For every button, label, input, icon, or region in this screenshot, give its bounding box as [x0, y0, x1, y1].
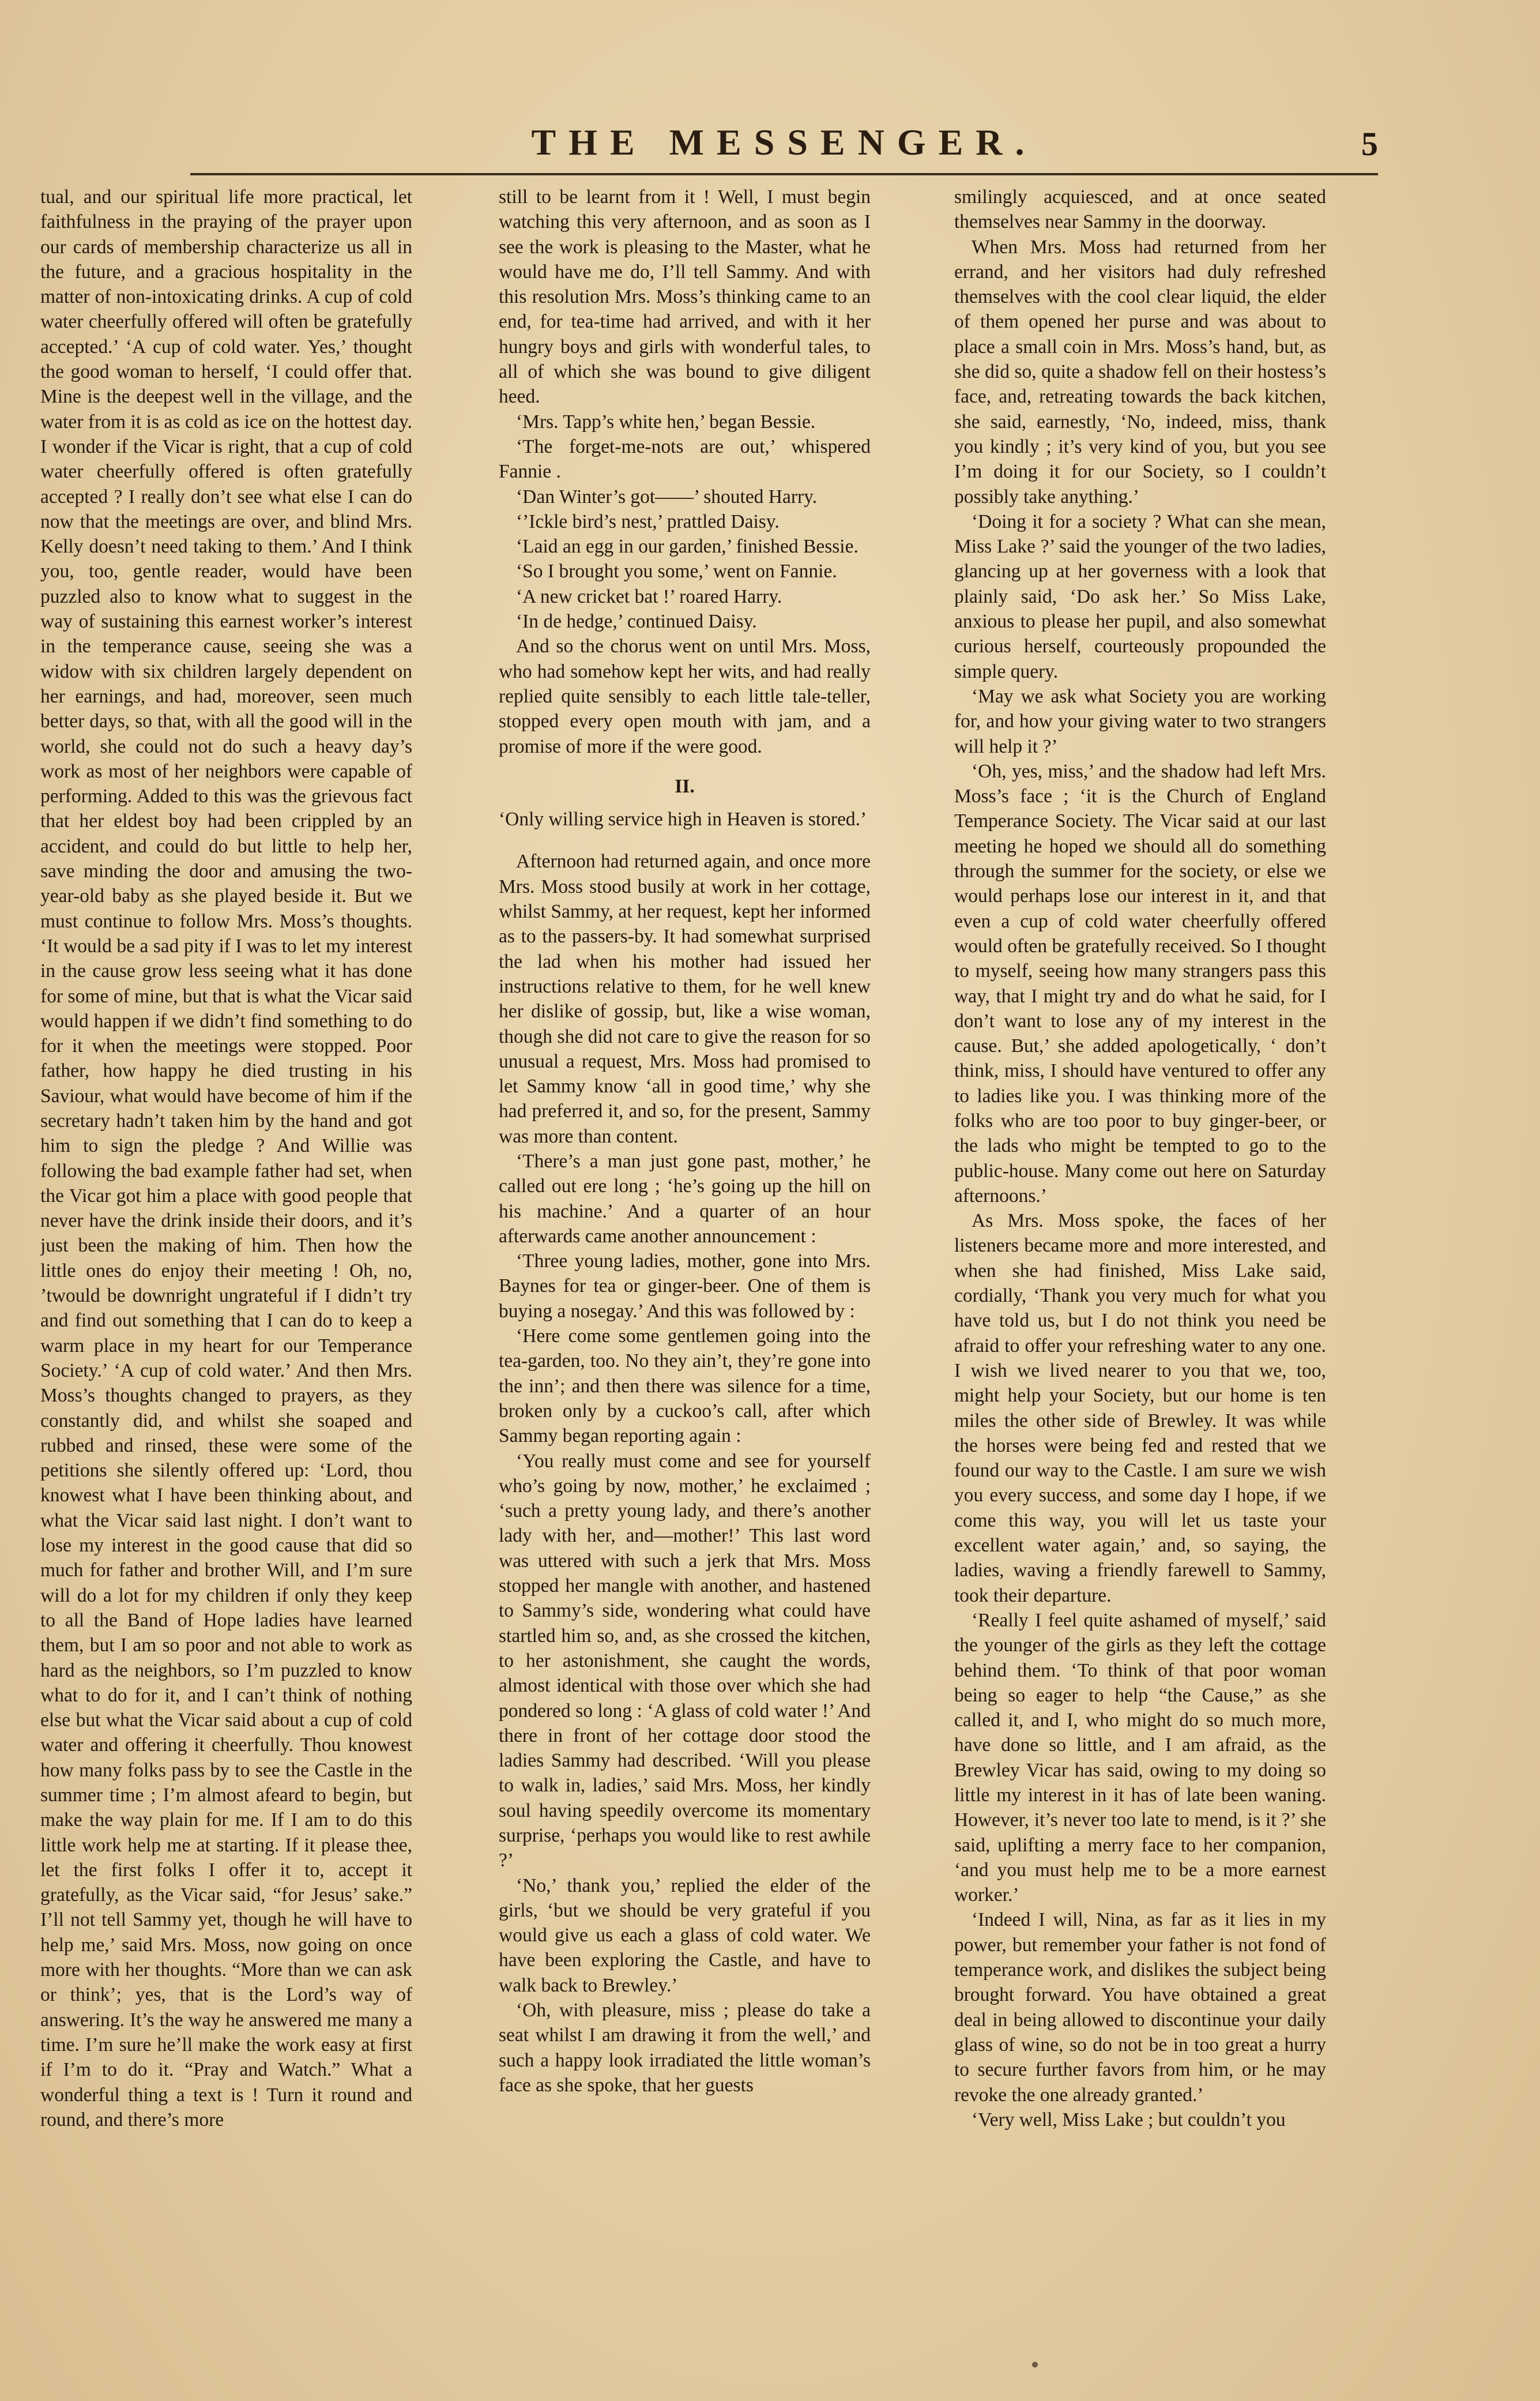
paragraph: ‘Here come some gentlemen going into the tea-garden, too. No they ain’t, they’re gone into the inn’; and then there was silence for a time, broken only by a cuckoo’s call, after which Sammy began reporting again : [499, 1325, 871, 1447]
paragraph: ‘Dan Winter’s got——’ shouted Harry. [516, 486, 818, 508]
masthead-title: THE MESSENGER. [531, 122, 1037, 163]
paragraph: ‘No,’ thank you,’ replied the elder of the girls, ‘but we should be very grateful if you would give us each a glass of cold water. We have been exploring the Castle, and have to walk back to Brewley.’ [499, 1874, 871, 1996]
paragraph: ‘So I brought you some,’ went on Fannie. [516, 561, 837, 583]
column-2 [499, 185, 871, 2319]
paragraph: Afternoon had returned again, and once more Mrs. Moss stood busily at work in her cottage, whilst Sammy, at her request, kept her informed as to the passers-by. It had somewhat surprised the lad when his mother had issued her instructions relative to them, for he well knew her dislike of gossip, but, like a wise woman, though she did not care to give the reason for so unusual a request, Mrs. Moss had promised to let Sammy know ‘all in good time,’ why she had preferred it, and so, for the present, Sammy was more than content. [499, 851, 871, 1147]
column-1 [40, 185, 412, 2319]
paragraph: ‘In de hedge,’ continued Daisy. [516, 611, 757, 633]
paragraph: smilingly acquiesced, and at once seated themselves near Sammy in the doorway. [954, 186, 1326, 233]
paragraph: ‘Laid an egg in our garden,’ finished Bessie. [516, 536, 859, 558]
paragraph: ‘Oh, yes, miss,’ and the shadow had left Mrs. Moss’s face ; ‘it is the Church of England Temperance Society. The Vicar said at our last meeting he hoped we should all do something through the summer for the society, or else we would perhaps lose our interest in it, and that even a cup of cold water cheerfully offered would often be gratefully received. So I thought to myself, seeing how many strangers pass this way, that I might try and do what he said, for I don’t want to lose any of my interest in the cause. But,’ she added apologetically, ‘ don’t think, miss, I should have ventured to offer any to ladies like you. I was thinking more of the folks who are too poor to buy ginger-beer, or the lads who might be tempted to go to the public-house. Many come out here on Saturday afternoons.’ [954, 760, 1326, 1207]
paragraph: still to be learnt from it ! Well, I must begin watching this very afternoon, and as soon as I see the work is pleasing to the Master, what he would have me do, I’ll tell Sammy. And with this resolution Mrs. Moss’s thinking came to an end, for tea-time had arrived, and with it her hungry boys and girls with wonderful tales, to all of which she was bound to give diligent heed. [499, 186, 871, 408]
paragraph: When Mrs. Moss had returned from her errand, and her visitors had duly refreshed themselves with the cool clear liquid, the elder of them opened her purse and was about to place a small coin in Mrs. Moss’s hand, but, as she did so, quite a shadow fell on their hostess’s face, and, retreating towards the back kitchen, she said, earnestly, ‘No, indeed, miss, thank you kindly ; it’s very kind of you, but you see I’m doing it for our Society, so I couldn’t possibly take anything.’ [954, 236, 1326, 508]
column-3 [954, 185, 1326, 2319]
paragraph: ‘Doing it for a society ? What can she mean, Miss Lake ?’ said the younger of the two ladies, glancing up at her governess with a look that plainly said, ‘Do ask her.’ So Miss Lake, anxious to please her pupil, and also somewhat curious herself, courteously propounded the simple query. [954, 510, 1326, 682]
paragraph: As Mrs. Moss spoke, the faces of her listeners became more and more interested, and when she had finished, Miss Lake said, cordially, ‘Thank you very much for what you have told us, but I do not think you need be afraid to offer your refreshing water to any one. I wish we lived nearer to you that we, too, might help your Society, but our home is ten miles the other side of Brewley. It was while the horses were being fed and rested that we found our way to the Castle. I am sure we wish you every success, and some day I hope, if we come this way, you will let us taste your excellent water again,’ and, so saying, the ladies, waving a friendly farewell to Sammy, took their departure. [954, 1210, 1326, 1606]
paragraph: And so the chorus went on until Mrs. Moss, who had somehow kept her wits, and had really replied quite sensibly to each little tale-teller, stopped every open mouth with jam, and a promise of more if the were good. [499, 636, 871, 757]
paragraph: ‘Three young ladies, mother, gone into Mrs. Baynes for tea or ginger-beer. One of them is buying a nosegay.’ And this was followed by : [499, 1250, 871, 1322]
paragraph: ‘Mrs. Tapp’s white hen,’ began Bessie. [516, 411, 816, 433]
page-number: 5 [1361, 125, 1378, 163]
paragraph: ‘A new cricket bat !’ roared Harry. [516, 585, 782, 607]
paragraph: ‘May we ask what Society you are working for, and how your giving water to two strangers will help it ?’ [954, 685, 1326, 757]
paragraph: ‘’Ickle bird’s nest,’ prattled Daisy. [516, 510, 780, 532]
page-header [190, 110, 1378, 175]
paragraph: ‘Very well, Miss Lake ; but couldn’t you [972, 2109, 1286, 2131]
ink-speck [1032, 2362, 1038, 2368]
paragraph: ‘You really must come and see for yourself who’s going by now, mother,’ he exclaimed ; ‘such a pretty young lady, and there’s another lady with her, and—mother!’ This last word was uttered with such a jerk that Mrs. Moss stopped her mangle with another, and hastened to Sammy’s side, wondering what could have startled him so, and, as she crossed the kitchen, to her astonishment, she caught the words, almost identical with those over which she had pondered so long : ‘A glass of cold water !’ And there in front of her cottage door stood the ladies Sammy had described. ‘Will you please to walk in, ladies,’ said Mrs. Moss, her kindly soul having speedily overcome its momentary surprise, ‘perhaps you would like to rest awhile ?’ [499, 1450, 871, 1872]
section-heading: II. [675, 775, 695, 797]
paragraph: ‘Indeed I will, Nina, as far as it lies in my power, but remember your father is not fond of temperance work, and dislikes the subject being brought forward. You have obtained a great deal in being allowed to discontinue your daily glass of wine, so do not be in too great a hurry to secure further favors from him, or he may revoke the one already granted.’ [954, 1909, 1326, 2106]
paragraph: ‘Really I feel quite ashamed of myself,’ said the younger of the girls as they left the cottage behind them. ‘To think of that poor woman being so eager to help “the Cause,” as she called it, and I, who might do so much more, have done so little, and I am afraid, as the Brewley Vicar has said, owing to my doing so little my interest in it has of late been waning. However, it’s never too late to mend, is it ?’ she said, uplifting a merry face to her companion, ‘and you must help me to be a more earnest worker.’ [954, 1609, 1326, 1906]
paragraph: ‘Oh, with pleasure, miss ; please do take a seat whilst I am drawing it from the well,’ and such a happy look irradiated the little woman’s face as she spoke, that her guests [499, 2000, 871, 2096]
paragraph: ‘There’s a man just gone past, mother,’ he called out ere long ; ‘he’s going up the hill on his machine.’ And a quarter of an hour afterwards came another announcement : [499, 1150, 871, 1247]
paragraph: ‘The forget-me-nots are out,’ whispered Fannie . [499, 435, 871, 483]
paragraph: tual, and our spiritual life more practical, let faithfulness in the praying of the prayer upon our cards of membership characterize us all in the future, and a gracious hospitality in the matter of non-intoxicating drinks. A cup of cold water cheerfully offered will often be gratefully accepted.’ ‘A cup of cold water. Yes,’ thought the good woman to herself, ‘I could offer that. Mine is the deepest well in the village, and the water from it is as cold as ice on the hottest day. I wonder if the Vicar is right, that a cup of cold water cheerfully offered is often gratefully accepted ? I really don’t see what else I can do now that the meetings are over, and blind Mrs. Kelly doesn’t need taking to them.’ And I think you, too, gentle reader, would have been puzzled also to know what to suggest in the way of sustaining this earnest worker’s interest in the temperance cause, seeing she was a widow with six children largely dependent on her earnings, and had, moreover, seen much better days, so that, with all the good will in the world, she could not do such a heavy day’s work as most of her neighbors were capable of performing. Added to this was the grievous fact that her eldest boy had been crippled by an accident, and could do but little to help her, save minding the door and amusing the two-year-old baby as she played beside it. But we must continue to follow Mrs. Moss’s thoughts. ‘It would be a sad pity if I was to let my interest in the cause grow less seeing what it has done for some of mine, but that is what the Vicar said would happen if we didn’t find something to do for it when the meetings were stopped. Poor father, how happy he died trusting in his Saviour, what would have become of him if the secretary hadn’t taken him by the hand and got him to sign the pledge ? And Willie was following the bad example father had set, when the Vicar got him a place with good people that never have the drink inside their doors, and it’s just been the making of him. Then how the little ones do enjoy their meeting ! Oh, no, ’twould be downright ungrateful if I didn’t try and find out something that I can do to keep a warm place in my heart for our Temperance Society.’ ‘A cup of cold water.’ And then Mrs. Moss’s thoughts changed to prayers, as they constantly did, and whilst she soaped and rubbed and rinsed, these were some of the petitions she silently offered up: ‘Lord, thou knowest what I have been thinking about, and what the Vicar said last night. I don’t want to lose my interest in the good cause that did so much for father and brother Will, and I’m sure will do a lot for my children if only they keep to all the Band of Hope ladies have learned them, but I am so poor and not able to work as hard as the neighbors, so I’m puzzled to know what to do for it, and I can’t think of nothing else but what the Vicar said about a cup of cold water and offering it cheerfully. Thou knowest how many folks pass by to see the Castle in the summer time ; I’m almost afeard to begin, but make the way plain for me. If I am to do this little work help me at starting. If it please thee, let the first folks I offer it to, accept it gratefully, as the Vicar said, “for Jesus’ sake.” I’ll not tell Sammy yet, though he will have to help me,’ said Mrs. Moss, now going on once more with her thoughts. “More than we can ask or think’; yes, that is the Lord’s way of answering. It’s the way he answered me many a time. I’m sure he’ll make the work easy at first if I’m to do it. “Pray and Watch.” What a wonderful thing a text is ! Turn it round and round, and there’s more [40, 186, 412, 2131]
epigraph-verse: ‘Only willing service high in Heaven is stored.’ [499, 809, 867, 831]
